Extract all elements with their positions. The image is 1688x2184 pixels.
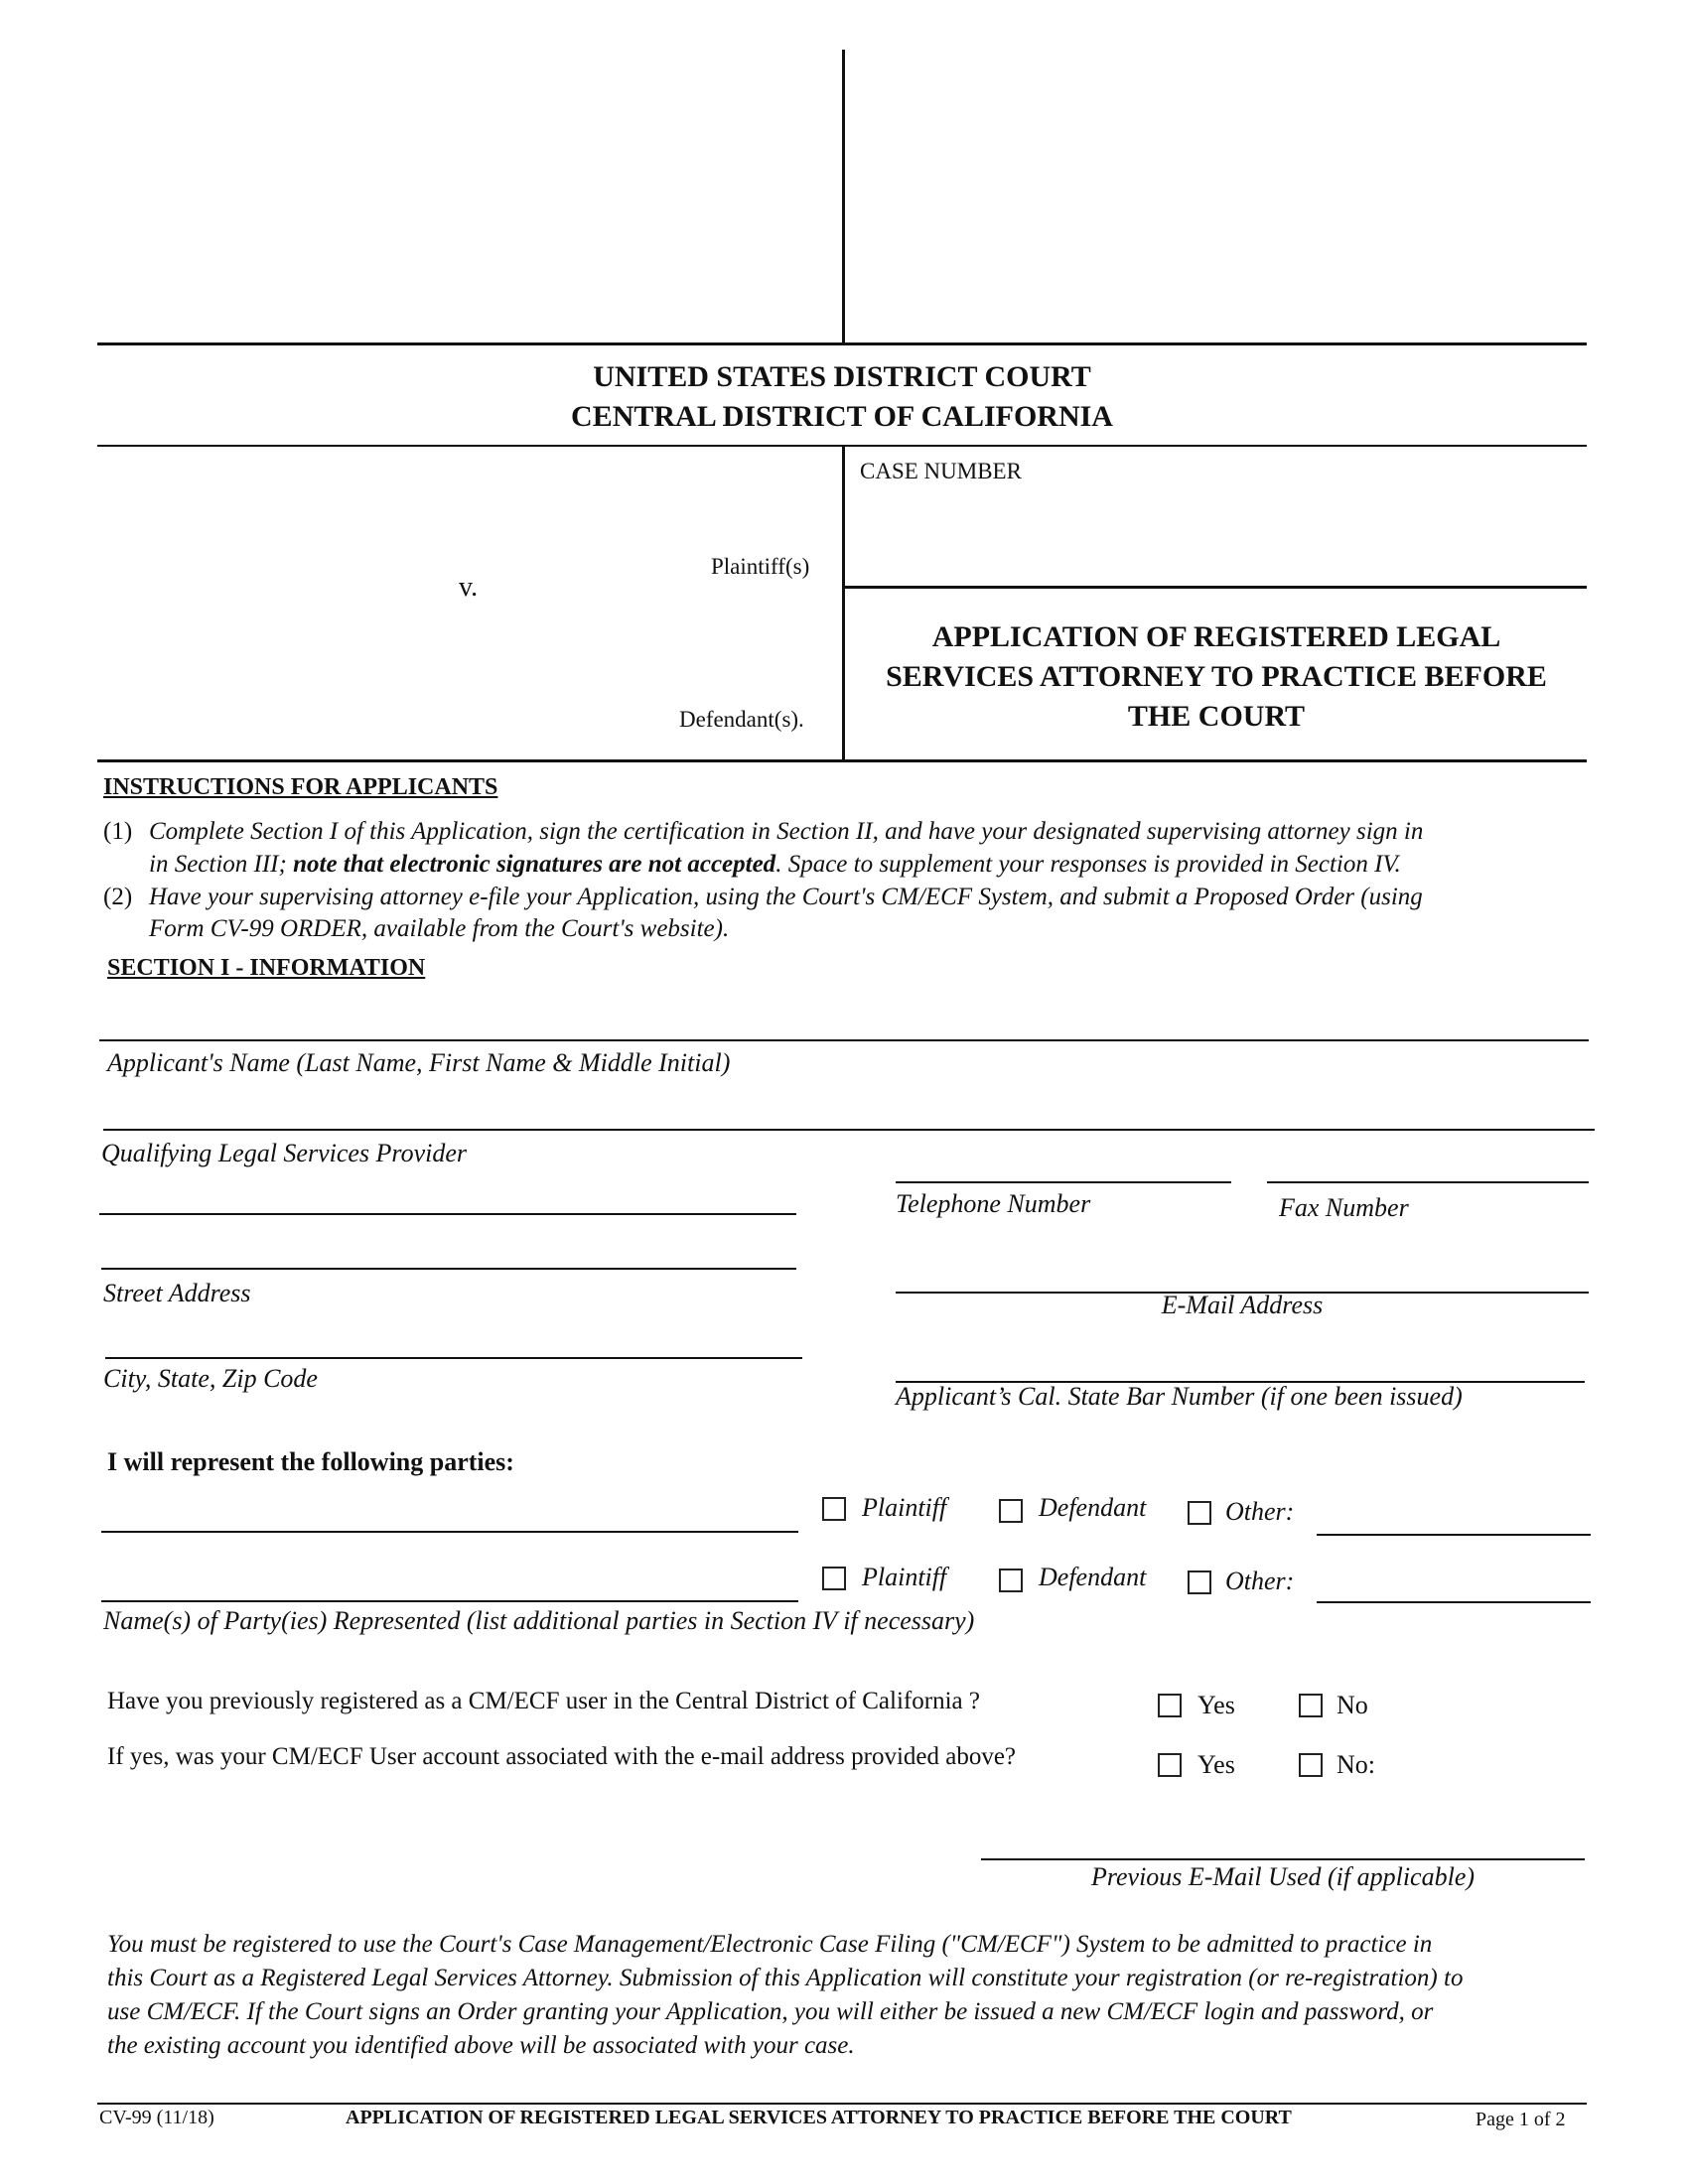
q1-no-label: No — [1336, 1691, 1368, 1719]
instruction-2-number: (2) — [103, 884, 133, 910]
party-1-name-line — [101, 1531, 798, 1533]
fax-line — [1267, 1181, 1589, 1183]
bar-number-input[interactable] — [896, 1342, 1585, 1380]
form-title-line1: APPLICATION OF REGISTERED LEGAL — [931, 620, 1501, 653]
telephone-line — [896, 1181, 1231, 1183]
applicant-name-line — [99, 1039, 1589, 1041]
case-number-rule — [842, 586, 1587, 589]
cmecf-notice-line4: the existing account you identified above will be associated with your case. — [107, 2032, 855, 2059]
previous-email-line — [981, 1858, 1585, 1860]
caption-top-divider — [842, 50, 845, 343]
instruction-1-line1: Complete Section I of this Application, sign the certification in Section II, and have your designated supervising attorney sign in — [149, 818, 1424, 845]
cmecf-notice-line3: use CM/ECF. If the Court signs an Order granting your Application, you will either be issued a new CM/ECF login and password, or — [107, 1998, 1434, 2025]
provider-input[interactable] — [103, 1084, 1593, 1128]
question-prior-registration: Have you previously registered as a CM/ECF user in the Central District of California ? — [107, 1688, 980, 1714]
party-1-plaintiff-label: Plaintiff — [862, 1493, 947, 1522]
city-label: City, State, Zip Code — [103, 1364, 318, 1393]
party-1-other-line — [1317, 1534, 1591, 1536]
fax-label: Fax Number — [1279, 1193, 1409, 1222]
party-2-other-line — [1317, 1601, 1591, 1603]
cmecf-notice — [107, 1928, 1463, 2063]
city-input[interactable] — [105, 1316, 800, 1356]
street-line — [101, 1268, 796, 1270]
party-2-defendant-label: Defendant — [1039, 1563, 1147, 1591]
email-label: E-Mail Address — [1161, 1291, 1324, 1319]
applicant-name-input[interactable] — [99, 993, 1589, 1038]
instruction-1-line2 — [149, 851, 1401, 879]
form-title-line3: THE COURT — [1127, 700, 1306, 733]
q2-yes-label: Yes — [1197, 1750, 1235, 1779]
previous-email-label: Previous E-Mail Used (if applicable) — [1090, 1862, 1476, 1891]
fax-input[interactable] — [1267, 1142, 1589, 1179]
parties-heading: I will represent the following parties: — [107, 1447, 514, 1476]
party-1-other-input[interactable] — [1317, 1493, 1591, 1533]
party-2-defendant-checkbox[interactable] — [999, 1569, 1023, 1592]
telephone-label: Telephone Number — [896, 1189, 1091, 1218]
caption-divider — [842, 445, 845, 760]
q1-no-checkbox[interactable] — [1299, 1694, 1323, 1717]
instruction-1-number: (1) — [103, 818, 133, 845]
cmecf-notice-line2: this Court as a Registered Legal Services Attorney. Submission of this Application will constitute your registration (or re-registration) to — [107, 1965, 1464, 1991]
email-input[interactable] — [896, 1251, 1589, 1291]
applicant-name-label: Applicant's Name (Last Name, First Name & Middle Initial) — [107, 1048, 731, 1077]
footer-title: APPLICATION OF REGISTERED LEGAL SERVICES ATTORNEY TO PRACTICE BEFORE THE COURT — [346, 2107, 1292, 2128]
party-1-defendant-label: Defendant — [1039, 1493, 1147, 1522]
party-2-plaintiff-label: Plaintiff — [862, 1563, 947, 1591]
provider-continued-input[interactable] — [99, 1171, 794, 1213]
telephone-input[interactable] — [896, 1142, 1231, 1179]
footer-rule — [97, 2103, 1587, 2105]
party-1-other-checkbox[interactable] — [1188, 1501, 1211, 1525]
q2-no-label: No: — [1336, 1750, 1375, 1779]
versus-label: v. — [459, 572, 479, 603]
q1-yes-checkbox[interactable] — [1158, 1694, 1182, 1717]
case-number-input[interactable] — [856, 491, 1571, 576]
question-email-association: If yes, was your CM/ECF User account associated with the e-mail address provided above? — [107, 1743, 1017, 1770]
previous-email-input[interactable] — [981, 1819, 1585, 1856]
party-2-name-line — [101, 1600, 798, 1602]
case-number-label: CASE NUMBER — [860, 459, 1022, 483]
plaintiff-label: Plaintiff(s) — [711, 554, 810, 579]
party-2-other-input[interactable] — [1317, 1561, 1591, 1600]
provider-label: Qualifying Legal Services Provider — [101, 1139, 468, 1167]
caption-bottom-rule — [97, 759, 1587, 762]
q2-yes-checkbox[interactable] — [1158, 1753, 1182, 1777]
parties-caption: Name(s) of Party(ies) Represented (list additional parties in Section IV if necessary) — [103, 1606, 975, 1635]
instructions-heading: INSTRUCTIONS FOR APPLICANTS — [103, 774, 498, 800]
party-1-plaintiff-checkbox[interactable] — [822, 1497, 846, 1521]
street-input[interactable] — [101, 1227, 796, 1267]
party-1-defendant-checkbox[interactable] — [999, 1499, 1023, 1523]
bar-number-label: Applicant’s Cal. State Bar Number (if one been issued) — [896, 1382, 1463, 1411]
party-2-other-label: Other: — [1225, 1567, 1295, 1595]
court-name — [97, 357, 1587, 437]
party-1-other-label: Other: — [1225, 1497, 1295, 1526]
form-title — [846, 617, 1587, 737]
city-line — [105, 1357, 802, 1359]
section-1-heading: SECTION I - INFORMATION — [107, 955, 426, 981]
q2-no-checkbox[interactable] — [1299, 1753, 1323, 1777]
party-2-plaintiff-checkbox[interactable] — [822, 1567, 846, 1590]
footer-form-id: CV-99 (11/18) — [99, 2107, 214, 2128]
court-header-top-rule — [97, 342, 1587, 345]
cmecf-notice-line1: You must be registered to use the Court's Case Management/Electronic Case Filing ("CM/ECF") System to be admitted to practice in — [107, 1931, 1433, 1958]
instruction-2-line1: Have your supervising attorney e-file your Application, using the Court's CM/ECF System, and submit a Proposed Order (using — [149, 884, 1423, 910]
instruction-1-line2-b: . Space to supplement your responses is provided in Section IV. — [775, 851, 1401, 878]
form-title-line2: SERVICES ATTORNEY TO PRACTICE BEFORE — [886, 660, 1547, 693]
court-name-line2: CENTRAL DISTRICT OF CALIFORNIA — [571, 400, 1113, 433]
party-2-other-checkbox[interactable] — [1188, 1570, 1211, 1594]
court-name-line1: UNITED STATES DISTRICT COURT — [593, 360, 1091, 393]
party-2-name-input[interactable] — [101, 1559, 796, 1598]
party-1-name-input[interactable] — [101, 1491, 796, 1531]
instruction-1-warning: note that electronic signatures are not accepted — [293, 851, 776, 878]
q1-yes-label: Yes — [1197, 1691, 1235, 1719]
street-label: Street Address — [103, 1279, 251, 1307]
provider-continued-line — [99, 1213, 796, 1215]
footer-page-number: Page 1 of 2 — [1476, 2109, 1566, 2130]
provider-line — [103, 1129, 1595, 1131]
defendant-label: Defendant(s). — [679, 707, 804, 732]
instruction-1-line2-a: in Section III; — [149, 851, 294, 878]
instruction-2-line2: Form CV-99 ORDER, available from the Court's website). — [149, 915, 730, 942]
